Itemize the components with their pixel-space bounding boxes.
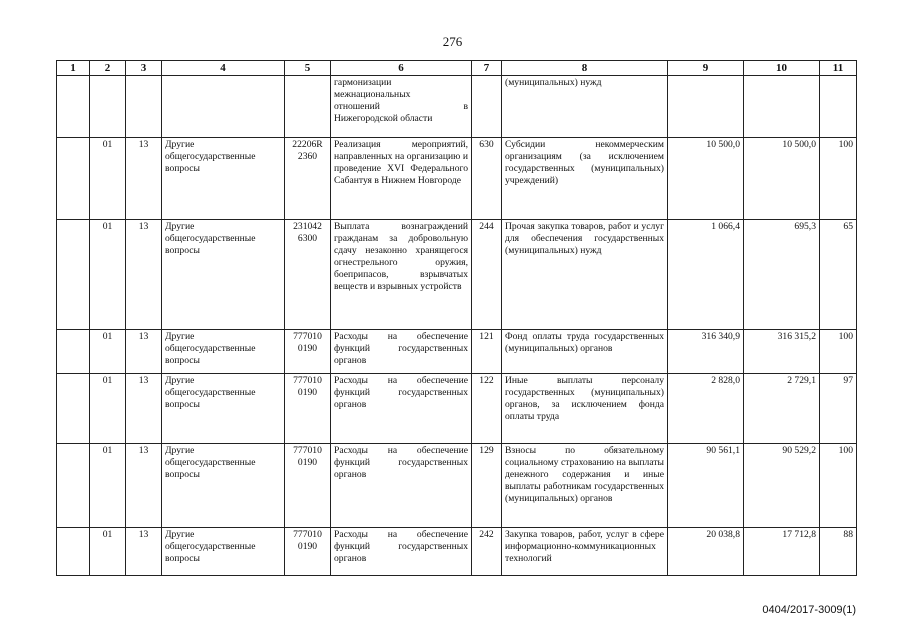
table-row bbox=[57, 330, 857, 374]
table-row bbox=[57, 444, 857, 528]
cell-plan: 316 340,9 bbox=[668, 330, 744, 374]
cell-expense: Фонд оплаты труда государственных (муниципальных) органов bbox=[502, 330, 668, 374]
page-number: 276 bbox=[442, 34, 463, 49]
cell-type-code: 129 bbox=[472, 444, 502, 528]
cell-empty bbox=[126, 76, 162, 138]
cell-actual: 2 729,1 bbox=[744, 374, 820, 444]
column-header-3: 3 bbox=[126, 61, 162, 76]
cell-actual: 316 315,2 bbox=[744, 330, 820, 374]
cell-subsection: 13 bbox=[126, 374, 162, 444]
cell-target-code: 777010 0190 bbox=[285, 330, 331, 374]
cell-type-code: 244 bbox=[472, 220, 502, 330]
cell-plan: 1 066,4 bbox=[668, 220, 744, 330]
cell-type-code: 122 bbox=[472, 374, 502, 444]
cell-type-code: 121 bbox=[472, 330, 502, 374]
cell-name: Другие общегосударственные вопросы bbox=[162, 220, 285, 330]
cell-actual: 10 500,0 bbox=[744, 138, 820, 220]
cell-expense: Закупка товаров, работ, услуг в сфере информационно-коммуникационных технологий bbox=[502, 528, 668, 576]
cell-subsection: 13 bbox=[126, 444, 162, 528]
cell-expense-continuation: (муниципальных) нужд bbox=[502, 76, 668, 138]
cell-expense: Взносы по обязательному социальному страхованию на выплаты денежного содержания и иные выплаты работникам государственных (муниципальных) органов bbox=[502, 444, 668, 528]
cell-percent: 100 bbox=[820, 330, 857, 374]
column-header-9: 9 bbox=[668, 61, 744, 76]
column-header-2: 2 bbox=[90, 61, 126, 76]
cell-percent: 100 bbox=[820, 138, 857, 220]
cell-empty bbox=[57, 528, 90, 576]
cell-type-code: 630 bbox=[472, 138, 502, 220]
continuation-row bbox=[57, 76, 857, 138]
cell-percent: 88 bbox=[820, 528, 857, 576]
cell-actual: 17 712,8 bbox=[744, 528, 820, 576]
cell-subsection: 13 bbox=[126, 138, 162, 220]
cell-target-code: 777010 0190 bbox=[285, 528, 331, 576]
cell-target-code: 777010 0190 bbox=[285, 444, 331, 528]
cell-subsection: 13 bbox=[126, 220, 162, 330]
cell-empty bbox=[162, 76, 285, 138]
cell-expense: Иные выплаты персоналу государственных (муниципальных) органов, за исключением фонда оплаты труда bbox=[502, 374, 668, 444]
cell-target-code: 231042 6300 bbox=[285, 220, 331, 330]
cell-section: 01 bbox=[90, 220, 126, 330]
cell-empty bbox=[57, 330, 90, 374]
cell-plan: 2 828,0 bbox=[668, 374, 744, 444]
column-header-8: 8 bbox=[502, 61, 668, 76]
cell-empty bbox=[57, 220, 90, 330]
cell-subsection: 13 bbox=[126, 330, 162, 374]
cell-purpose-continuation bbox=[331, 76, 472, 138]
table-row bbox=[57, 138, 857, 220]
cell-purpose: Расходы на обеспечение функций государственных органов bbox=[331, 374, 472, 444]
purpose-line: гармонизации bbox=[334, 77, 392, 88]
cell-purpose: Выплата вознаграждений гражданам за добровольную сдачу незаконно хранящегося огнестрельного оружия, боеприпасов, взрывчатых веществ и взрывных устройств bbox=[331, 220, 472, 330]
column-header-5: 5 bbox=[285, 61, 331, 76]
column-header-4: 4 bbox=[162, 61, 285, 76]
cell-section: 01 bbox=[90, 528, 126, 576]
cell-name: Другие общегосударственные вопросы bbox=[162, 528, 285, 576]
column-header-11: 11 bbox=[820, 61, 857, 76]
header-row bbox=[57, 61, 857, 76]
cell-plan: 20 038,8 bbox=[668, 528, 744, 576]
cell-target-code: 777010 0190 bbox=[285, 374, 331, 444]
cell-section: 01 bbox=[90, 374, 126, 444]
cell-actual: 695,3 bbox=[744, 220, 820, 330]
table-row bbox=[57, 528, 857, 576]
table-row bbox=[57, 374, 857, 444]
cell-purpose: Расходы на обеспечение функций государственных органов bbox=[331, 444, 472, 528]
cell-empty bbox=[57, 138, 90, 220]
document-code: 0404/2017-3009(1) bbox=[762, 604, 856, 616]
column-header-6: 6 bbox=[331, 61, 472, 76]
cell-subsection: 13 bbox=[126, 528, 162, 576]
cell-purpose: Реализация мероприятий, направленных на организацию и проведение XVI Федерального Сабантуя в Нижнем Новгороде bbox=[331, 138, 472, 220]
column-header-10: 10 bbox=[744, 61, 820, 76]
cell-empty bbox=[285, 76, 331, 138]
cell-percent: 65 bbox=[820, 220, 857, 330]
cell-empty bbox=[820, 76, 857, 138]
cell-empty bbox=[57, 76, 90, 138]
column-header-1: 1 bbox=[57, 61, 90, 76]
purpose-line: отношений в bbox=[334, 101, 468, 112]
cell-percent: 100 bbox=[820, 444, 857, 528]
cell-purpose: Расходы на обеспечение функций государственных органов bbox=[331, 330, 472, 374]
cell-name: Другие общегосударственные вопросы bbox=[162, 444, 285, 528]
cell-percent: 97 bbox=[820, 374, 857, 444]
cell-empty bbox=[90, 76, 126, 138]
table-row bbox=[57, 220, 857, 330]
cell-empty bbox=[57, 374, 90, 444]
column-header-7: 7 bbox=[472, 61, 502, 76]
purpose-line: межнациональных bbox=[334, 89, 411, 100]
cell-empty bbox=[744, 76, 820, 138]
cell-expense: Субсидии некоммерческим организациям (за исключением государственных (муниципальных) учреждений) bbox=[502, 138, 668, 220]
cell-expense: Прочая закупка товаров, работ и услуг для обеспечения государственных (муниципальных) нужд bbox=[502, 220, 668, 330]
budget-table bbox=[56, 60, 857, 576]
cell-plan: 90 561,1 bbox=[668, 444, 744, 528]
cell-plan: 10 500,0 bbox=[668, 138, 744, 220]
cell-target-code: 22206R 2360 bbox=[285, 138, 331, 220]
cell-type-code: 242 bbox=[472, 528, 502, 576]
cell-name: Другие общегосударственные вопросы bbox=[162, 330, 285, 374]
cell-purpose: Расходы на обеспечение функций государственных органов bbox=[331, 528, 472, 576]
cell-section: 01 bbox=[90, 330, 126, 374]
cell-actual: 90 529,2 bbox=[744, 444, 820, 528]
cell-empty bbox=[57, 444, 90, 528]
cell-name: Другие общегосударственные вопросы bbox=[162, 374, 285, 444]
purpose-line: Нижегородской области bbox=[334, 113, 433, 124]
cell-empty bbox=[472, 76, 502, 138]
cell-section: 01 bbox=[90, 444, 126, 528]
cell-section: 01 bbox=[90, 138, 126, 220]
cell-name: Другие общегосударственные вопросы bbox=[162, 138, 285, 220]
cell-empty bbox=[668, 76, 744, 138]
